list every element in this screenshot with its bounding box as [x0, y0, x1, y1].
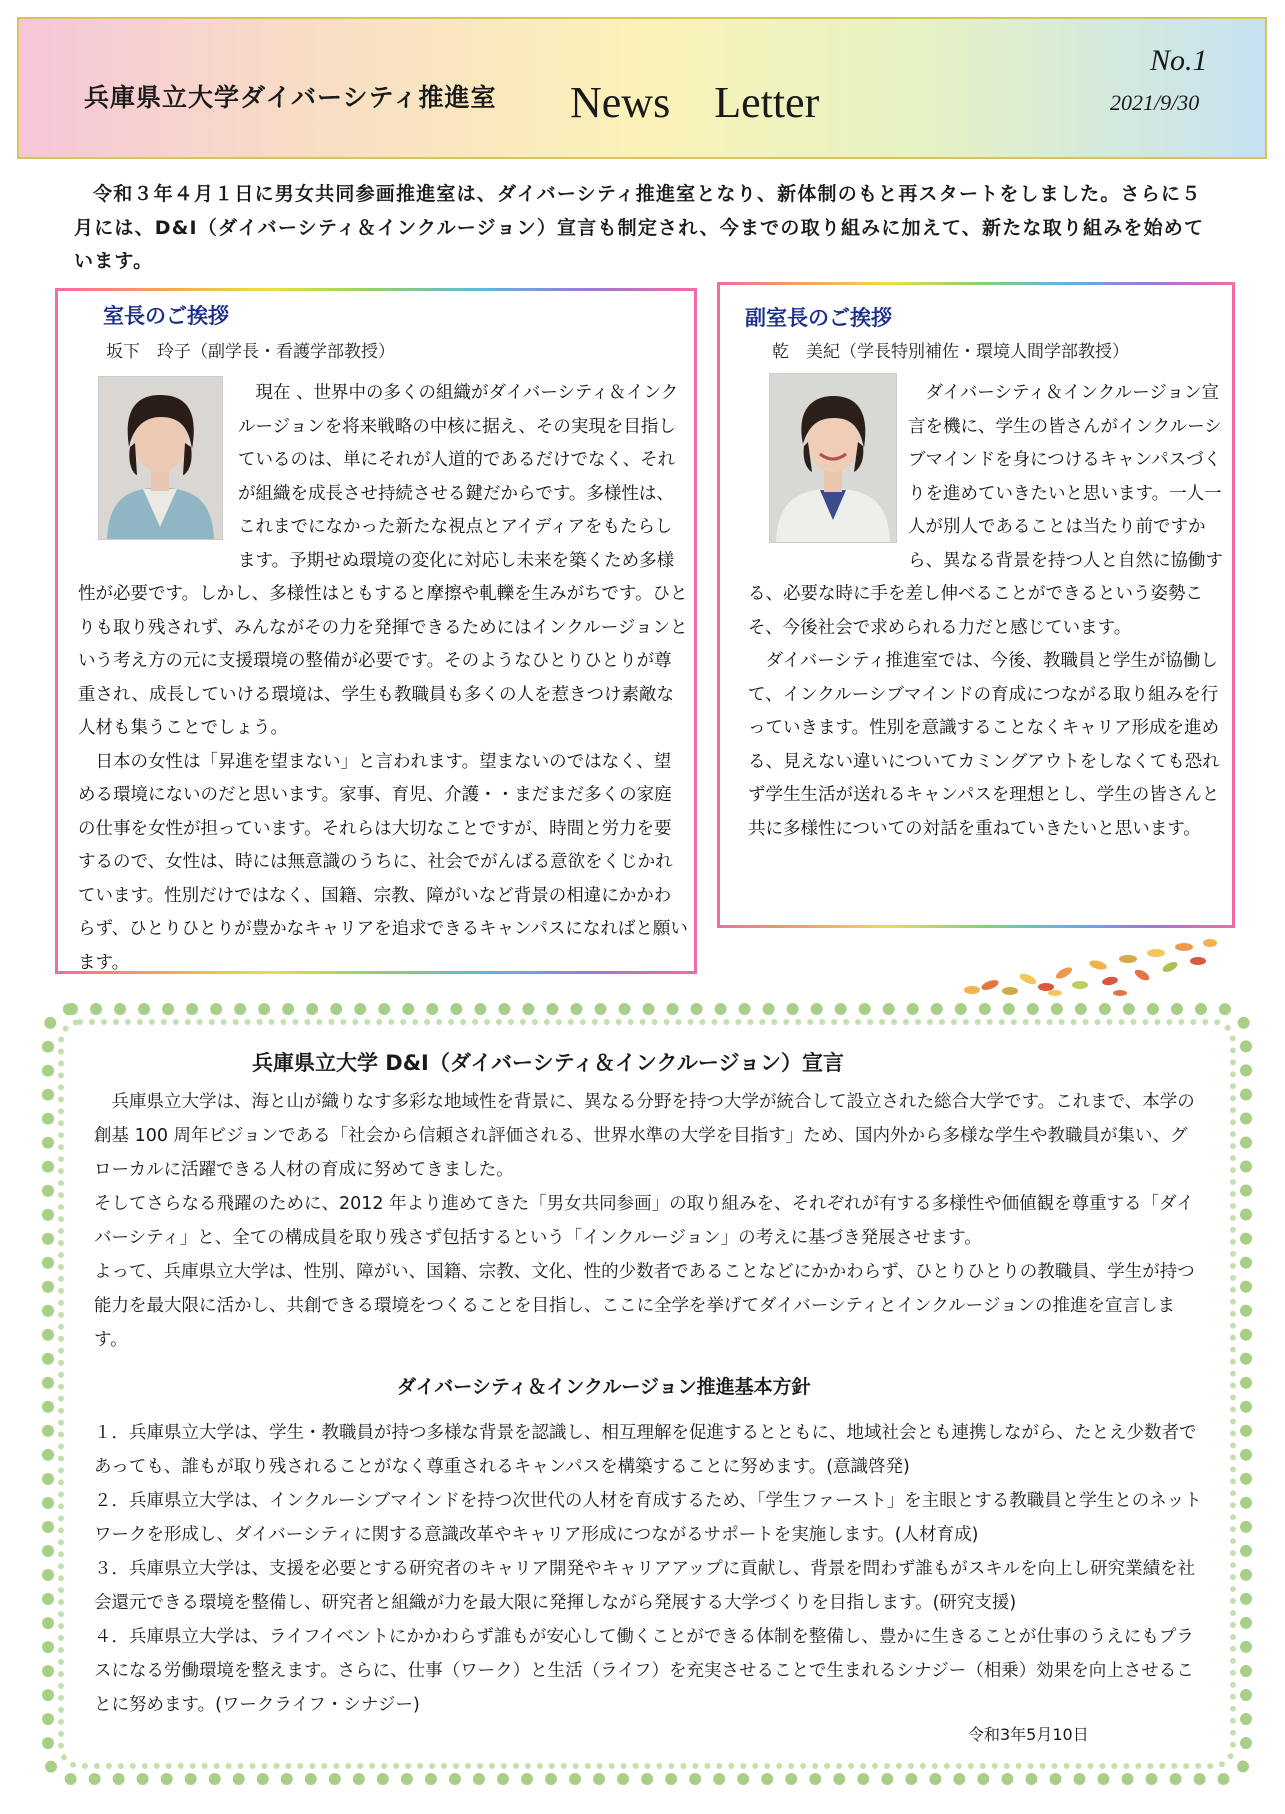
declaration-paragraph-2: そしてさらなる飛躍のために、2012 年より進めてきた「男女共同参画」の取り組みを、それぞれが有する多様性や価値観を尊重する「ダイバーシティ」と、全ての構成員を取り残さず包括するという「インクルージョン」の考えに基づき発展させます。: [94, 1194, 1194, 1248]
policy-title: ダイバーシティ＆インクルージョン推進基本方針: [397, 1376, 811, 1398]
director-paragraph-2: 日本の女性は「昇進を望まない」と言われます。望まないのではなく、望める環境にないのだと思います。家事、育児、介護・・まだまだ多くの家庭の仕事を女性が担っています。それらは大切なことですが、時間と労力を要するので、女性は、時には無意識のうちに、社会でがんばる意欲をくじかれています。性別だけではなく、国籍、宗教、障がいなど背景の相違にかかわらず、ひとりひとりが豊かなキャリアを追求できるキャンパスになればと願います。: [78, 751, 688, 973]
portrait-float-spacer: [748, 377, 908, 545]
vice-director-name: 乾 美紀（学長特別補佐・環境人間学部教授）: [772, 342, 1129, 362]
intro-text: 令和３年４月１日に男女共同参画推進室は、ダイバーシティ推進室となり、新体制のもと再スタートをしました。さらに５月には、D&I（ダイバーシティ＆インクルージョン）宣言も制定され、今までの取り組みに加えて、新たな取り組みを始めています。: [74, 183, 1205, 272]
intro-paragraph: [74, 178, 1219, 279]
issue-date: 2021/9/30: [1110, 90, 1200, 115]
declaration-paragraph-3: よって、兵庫県立大学は、性別、障がい、国籍、宗教、文化、性的少数者であることなどにかかわらず、ひとりひとりの教職員、学生が持つ能力を最大限に活かし、共創できる環境をつくることを目指し、ここに全学を挙げてダイバーシティとインクルージョンの推進を宣言します。: [94, 1262, 1195, 1350]
director-paragraph-1: 現在 、世界中の多くの組織がダイバーシティ＆インクルージョンを将来戦略の中核に据え、その実現を目指しているのは、単にそれが人道的であるだけでなく、それが組織を成長させ持続させる鍵だからです。多様性は、これまでになかった新たな視点とアイディアをもたらします。予期せぬ環境の変化に対応し未来を築くため多様性が必要です。しかし、多様性はともすると摩擦や軋轢を生みがちです。ひとりも取り残されず、みんながその力を発揮できるためにはインクルージョンという考え方の元に支援環境の整備が必要です。そのようなひとりひとりが尊重され、成長していける環境は、学生も教職員も多くの人を惹きつけ素敵な人材も集うことでしょう。: [78, 383, 688, 738]
director-greeting-text: [78, 377, 688, 980]
vice-director-greeting-text: [748, 377, 1223, 846]
autumn-leaves-decoration: [960, 935, 1220, 997]
policy-item: １．兵庫県立大学は、学生・教職員が持つ多様な背景を認識し、相互理解を促進するとともに、地域社会とも連携しながら、たとえ少数者であっても、誰もが取り残されることがなく尊重されるキャンパスを構築することに努めます。(意識啓発): [94, 1423, 1197, 1477]
portrait-float-spacer: [78, 377, 238, 545]
newsletter-title: News Letter: [570, 78, 820, 127]
director-greeting-heading: 室長のご挨拶: [103, 304, 229, 328]
vice-director-paragraph-2: ダイバーシティ推進室では、今後、教職員と学生が協働して、インクルーシブマインドの育成につながる取り組みを行っていきます。性別を意識することなくキャリア形成を進める、見えない違いについてカミングアウトをしなくても恐れず学生生活が送れるキャンパスを理想とし、学生の皆さんと共に多様性についての対話を重ねていきたいと思います。: [748, 651, 1220, 839]
director-name: 坂下 玲子（副学長・看護学部教授）: [106, 342, 395, 362]
policy-item: ２．兵庫県立大学は、インクルーシブマインドを持つ次世代の人材を育成するため、「学生ファースト」を主眼とする教職員と学生とのネットワークを形成し、ダイバーシティに関する意識改革やキャリア形成につながるサポートを実施します。(人材育成): [94, 1491, 1202, 1545]
vice-director-paragraph-1: ダイバーシティ＆インクルージョン宣言を機に、学生の皆さんがインクルーシブマインドを身につけるキャンパスづくりを進めていきたいと思います。一人一人が別人であることは当たり前ですから、異なる背景を持つ人と自然に協働する、必要な時に手を差し伸べることができるという姿勢こそ、今後社会で求められる力だと感じています。: [748, 383, 1223, 638]
policy-item: ３．兵庫県立大学は、支援を必要とする研究者のキャリア開発やキャリアアップに貢献し、背景を問わず誰もがスキルを向上し研究業績を社会還元できる環境を整備し、研究者と組織が力を最大限に発揮しながら発展する大学づくりを目指します。(研究支援): [94, 1559, 1196, 1613]
declaration-date: 令和3年5月10日: [968, 1725, 1089, 1744]
declaration-body: [94, 1085, 1204, 1357]
policy-list: [94, 1416, 1204, 1722]
declaration-title: 兵庫県立大学 D&I（ダイバーシティ＆インクルージョン）宣言: [252, 1051, 845, 1075]
vice-director-greeting-heading: 副室長のご挨拶: [745, 306, 892, 330]
issue-number: No.1: [1150, 44, 1208, 77]
policy-item: ４．兵庫県立大学は、ライフイベントにかかわらず誰もが安心して働くことができる体制を整備し、豊かに生きることが仕事のうえにもプラスになる労働環境を整えます。さらに、仕事（ワーク）と生活（ライフ）を充実させることで生まれるシナジー（相乗）効果を向上させることに努めます。(ワークライフ・シナジー): [94, 1627, 1194, 1715]
organization-name: 兵庫県立大学ダイバーシティ推進室: [84, 83, 497, 112]
declaration-paragraph-1: 兵庫県立大学は、海と山が織りなす多彩な地域性を背景に、異なる分野を持つ大学が統合して設立された総合大学です。これまで、本学の創基 100 周年ビジョンである「社会から信頼され評価される、世界水準の大学を目指す」ため、国内外から多様な学生や教職員が集い、グローカルに活躍できる人材の育成に努めてきました。: [94, 1092, 1195, 1180]
